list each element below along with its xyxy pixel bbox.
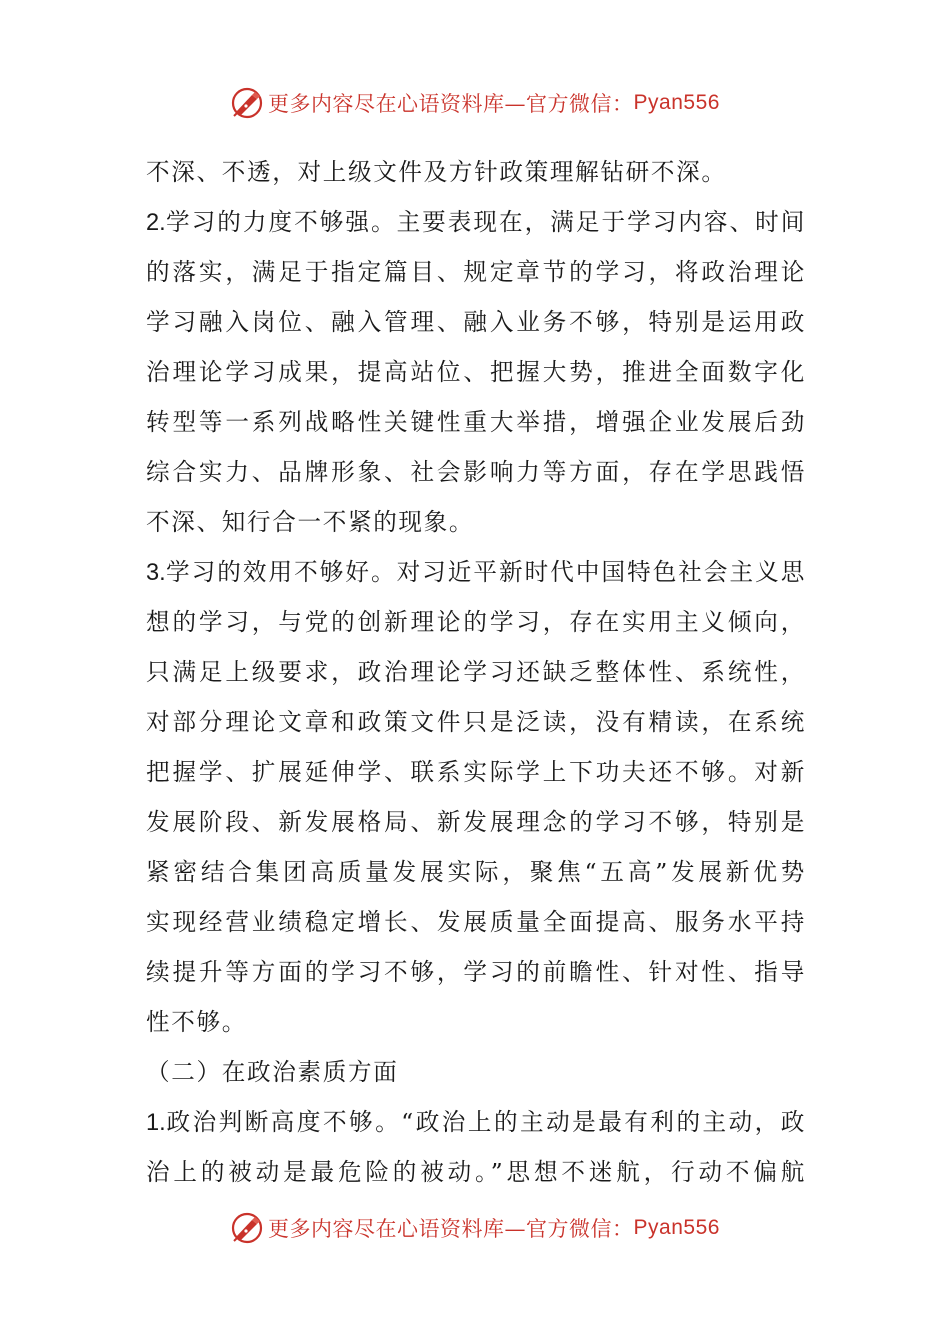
text-line — [146, 1097, 806, 1147]
list-number: 3. — [146, 560, 166, 586]
text-line — [146, 747, 806, 797]
line-text: 续提升等方面的学习不够，学习的前瞻性、针对性、指导 — [146, 958, 806, 986]
text-line — [146, 697, 806, 747]
watermark-text: 更多内容尽在心语资料库—官方微信： — [268, 92, 634, 116]
line-text: 学习融入岗位、融入管理、融入业务不够，特别是运用政 — [146, 308, 806, 336]
text-line — [146, 497, 806, 547]
text-line — [146, 597, 806, 647]
line-text: 发展阶段、新发展格局、新发展理念的学习不够，特别是 — [146, 808, 806, 836]
text-line — [146, 647, 806, 697]
line-text: 实现经营业绩稳定增长、发展质量全面提高、服务水平持 — [146, 908, 806, 936]
footer-watermark — [0, 1208, 950, 1248]
text-line — [146, 847, 806, 897]
text-line — [146, 547, 806, 597]
line-text: 学习的效用不够好。对习近平新时代中国特色社会主义思 — [165, 558, 806, 586]
text-line — [146, 1047, 806, 1097]
text-line — [146, 397, 806, 447]
line-text: 学习的力度不够强。主要表现在，满足于学习内容、时间 — [165, 208, 806, 236]
line-text: （二）在政治素质方面 — [146, 1058, 399, 1086]
text-line — [146, 247, 806, 297]
pen-nib-icon — [230, 86, 264, 120]
line-text: 把握学、扩展延伸学、联系实际学上下功夫还不够。对新 — [146, 758, 806, 786]
line-text: 紧密结合集团高质量发展实际，聚焦“五高”发展新优势 — [146, 858, 806, 886]
line-text: 只满足上级要求，政治理论学习还缺乏整体性、系统性， — [146, 658, 806, 686]
text-line — [146, 197, 806, 247]
text-line — [146, 897, 806, 947]
line-text: 政治判断高度不够。“政治上的主动是最有利的主动，政 — [165, 1108, 806, 1136]
text-line — [146, 947, 806, 997]
list-number: 2. — [146, 210, 166, 236]
line-text: 的落实，满足于指定篇目、规定章节的学习，将政治理论 — [146, 258, 806, 286]
line-text: 不深、不透，对上级文件及方针政策理解钻研不深。 — [146, 158, 727, 186]
text-line — [146, 447, 806, 497]
line-text: 综合实力、品牌形象、社会影响力等方面，存在学思践悟 — [146, 458, 806, 486]
line-text: 治上的被动是最危险的被动。”思想不迷航，行动不偏航 — [146, 1158, 806, 1186]
line-text: 转型等一系列战略性关键性重大举措，增强企业发展后劲 — [146, 408, 806, 436]
text-line — [146, 797, 806, 847]
pen-nib-icon — [230, 1211, 264, 1245]
text-line — [146, 347, 806, 397]
list-number: 1. — [146, 1110, 166, 1136]
line-text: 性不够。 — [146, 1008, 247, 1036]
watermark-text: 更多内容尽在心语资料库—官方微信： — [268, 1217, 634, 1241]
text-line — [146, 147, 806, 197]
watermark-wechat-id: Pyan556 — [633, 91, 720, 114]
text-line — [146, 1147, 806, 1197]
text-line — [146, 297, 806, 347]
text-line — [146, 997, 806, 1047]
line-text: 治理论学习成果，提高站位、把握大势，推进全面数字化 — [146, 358, 806, 386]
line-text: 想的学习，与党的创新理论的学习，存在实用主义倾向， — [146, 608, 806, 636]
line-text: 对部分理论文章和政策文件只是泛读，没有精读，在系统 — [146, 708, 806, 736]
document-body — [146, 147, 806, 1197]
watermark-wechat-id: Pyan556 — [633, 1216, 720, 1239]
header-watermark — [0, 83, 950, 123]
line-text: 不深、知行合一不紧的现象。 — [146, 508, 475, 536]
